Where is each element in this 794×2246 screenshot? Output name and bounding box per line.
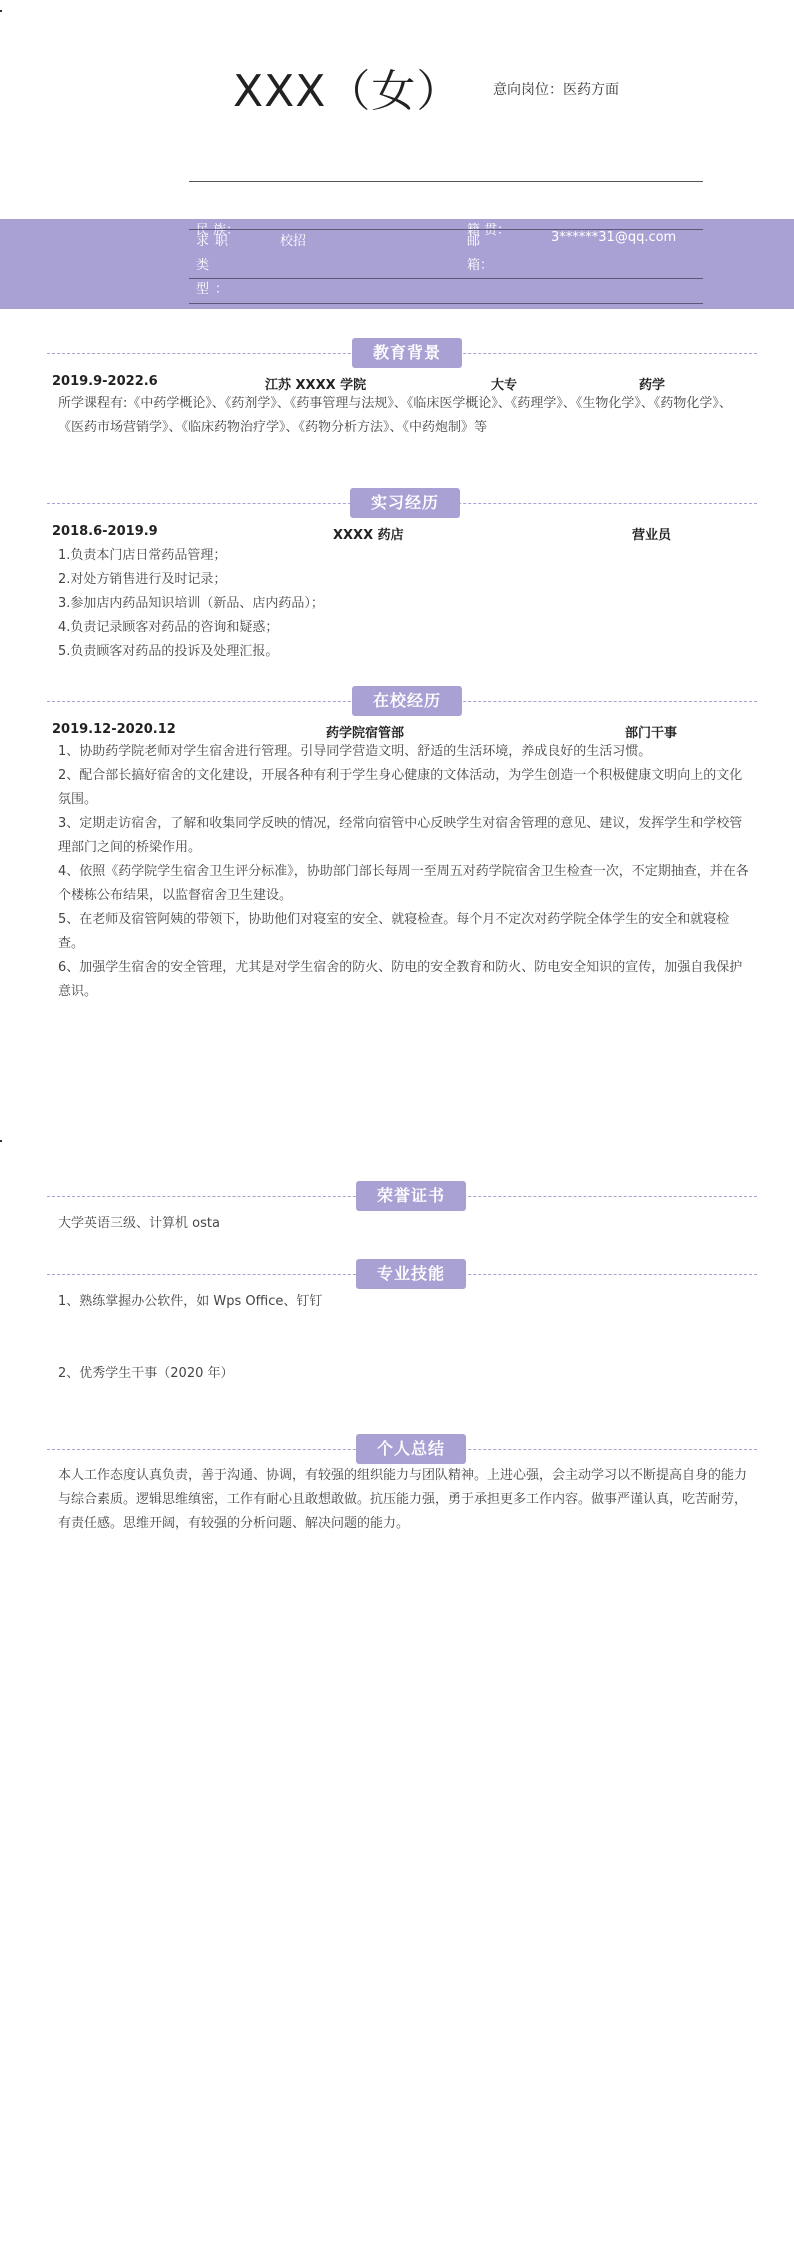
internship-item: 5.负责顾客对药品的投诉及处理汇报。: [58, 644, 279, 659]
page-edge-mark: [0, 1140, 2, 1142]
header-divider: [189, 181, 703, 182]
campus-role: 部门干事: [625, 726, 678, 741]
internship-role: 营业员: [632, 528, 672, 543]
internship-item: 2.对处方销售进行及时记录；: [58, 572, 227, 587]
info-row-divider: [189, 303, 703, 304]
internship-section-title: 实习经历: [350, 488, 460, 518]
education-section-title: 教育背景: [352, 338, 462, 368]
campus-item: 3、定期走访宿舍，了解和收集同学反映的情况，经常向宿管中心反映学生对宿舍管理的意见、建议，发挥学生和学校管理部门之间的桥梁作用。: [58, 816, 743, 855]
job-type-label: 求职类型：: [196, 234, 235, 297]
job-intent: 意向岗位：医药方面: [493, 82, 619, 98]
campus-item: 2、配合部长搞好宿舍的文化建设，开展各种有利于学生身心健康的文体活动，为学生创造一个积极健康文明向上的文化氛围。: [58, 768, 743, 807]
internship-item: 4.负责记录顾客对药品的咨询和疑惑；: [58, 620, 279, 635]
honors-text: 大学英语三级、计算机 osta: [58, 1216, 220, 1231]
education-school: 江苏 XXXX 学院: [265, 378, 367, 393]
education-degree: 大专: [491, 378, 518, 393]
internship-item: 1.负责本门店日常药品管理；: [58, 548, 227, 563]
campus-item: 6、加强学生宿舍的安全管理，尤其是对学生宿舍的防火、防电的安全教育和防火、防电安全知识的宣传，加强自我保护意识。: [58, 960, 743, 999]
campus-period: 2019.12-2020.12: [52, 722, 176, 737]
internship-company: XXXX 药店: [333, 528, 404, 543]
page-edge-mark: [0, 10, 2, 12]
education-courses: 所学课程有:《中药学概论》、《药剂学》、《药事管理与法规》、《临床医学概论》、《药理学》、《生物化学》、《药物化学》、《医药市场营销学》、《临床药物治疗学》、《药物分析方法》、《中药炮制》等: [58, 396, 732, 435]
campus-org: 药学院宿管部: [326, 726, 405, 741]
job-type-value: 校招: [280, 234, 307, 249]
info-row-divider: [189, 278, 703, 279]
info-row-clipped-right: [467, 219, 510, 227]
campus-item: 5、在老师及宿管阿姨的带领下，协助他们对寝室的安全、就寝检查。每个月不定次对药学院全体学生的安全和就寝检查。: [58, 912, 730, 951]
campus-section-title: 在校经历: [352, 686, 462, 716]
campus-item: 4、依照《药学院学生宿舍卫生评分标准》，协助部门部长每周一至周五对药学院宿舍卫生检查一次，不定期抽查，并在各个楼栋公布结果，以监督宿舍卫生建设。: [58, 864, 749, 903]
honors-section-title: 荣誉证书: [356, 1181, 466, 1211]
email-value: 3******31@qq.com: [551, 230, 677, 245]
skills-item: 1、熟练掌握办公软件，如 Wps Office、钉钉: [58, 1294, 323, 1309]
summary-text: 本人工作态度认真负责，善于沟通、协调，有较强的组织能力与团队精神。上进心强，会主动学习以不断提高自身的能力与综合素质。逻辑思维缜密，工作有耐心且敢想敢做。抗压能力强，勇于承担更多工作内容。做事严谨认真，吃苦耐劳，有责任感。思维开阔，有较强的分析问题、解决问题的能力。: [58, 1468, 748, 1531]
skills-item: 2、优秀学生干事（2020 年）: [58, 1366, 234, 1381]
summary-section-title: 个人总结: [356, 1434, 466, 1464]
email-label: 邮箱：: [467, 234, 494, 273]
campus-item: 1、协助药学院老师对学生宿舍进行管理。引导同学营造文明、舒适的生活环境，养成良好的生活习惯。: [58, 744, 652, 759]
education-period: 2019.9-2022.6: [52, 374, 158, 389]
candidate-name: XXX（女）: [233, 66, 462, 117]
education-major: 药学: [639, 378, 666, 393]
info-row-clipped-left: [196, 219, 239, 227]
skills-section-title: 专业技能: [356, 1259, 466, 1289]
internship-item: 3.参加店内药品知识培训（新品、店内药品）；: [58, 596, 324, 611]
internship-period: 2018.6-2019.9: [52, 524, 158, 539]
